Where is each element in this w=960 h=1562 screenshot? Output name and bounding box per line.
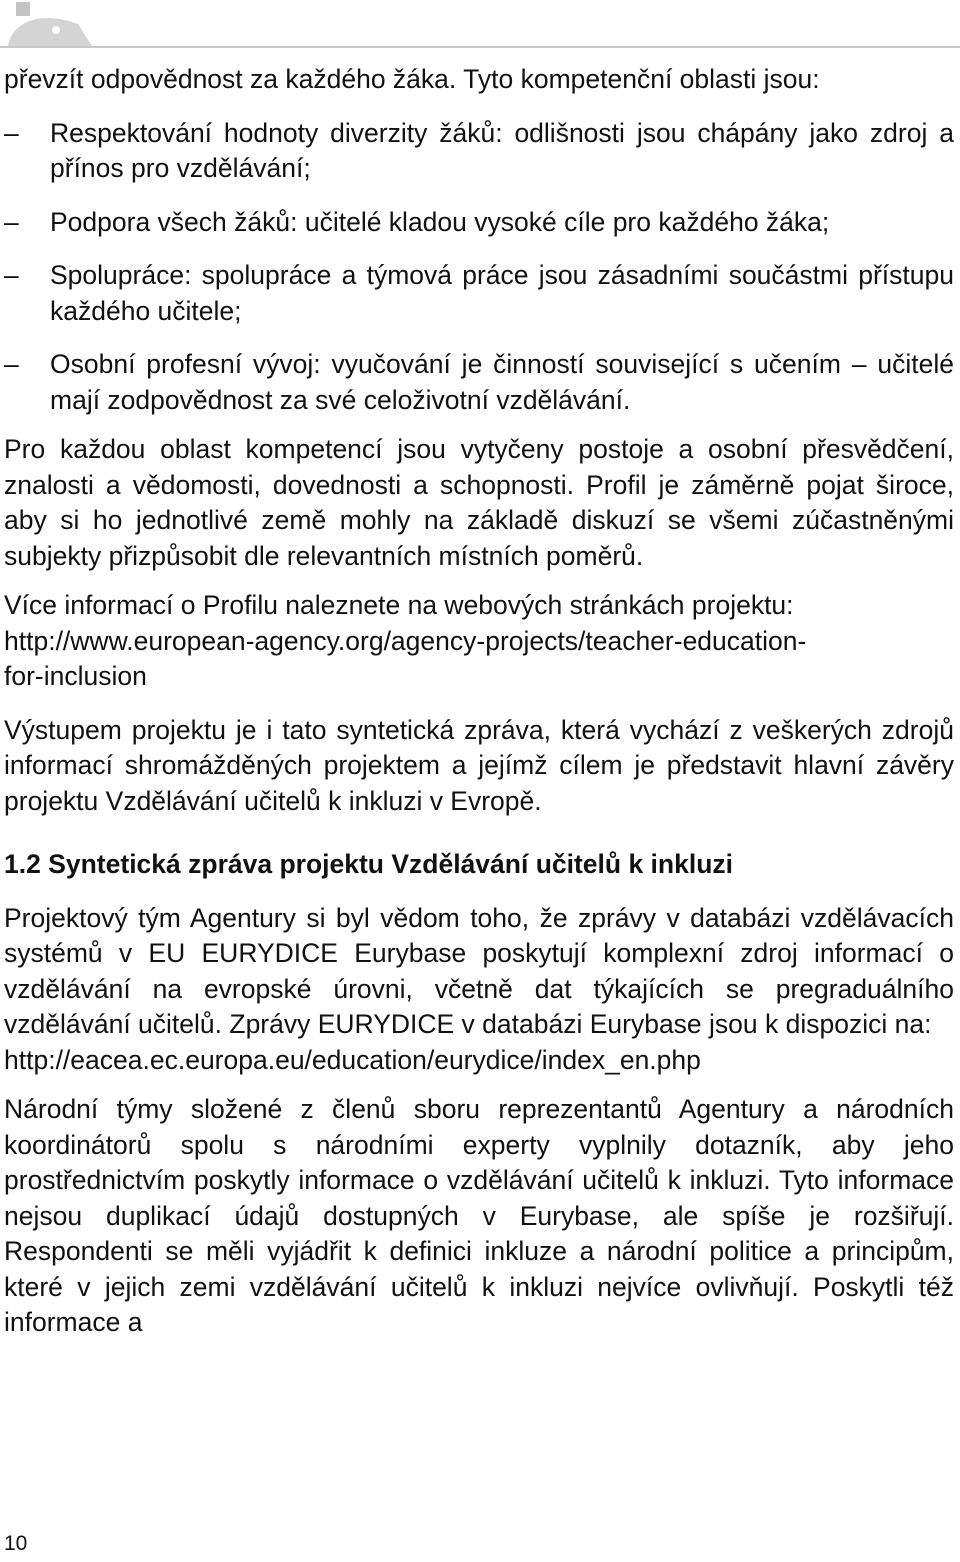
profile-url-line[interactable]: for-inclusion: [4, 661, 147, 691]
dash-bullet: –: [4, 117, 19, 148]
profile-url[interactable]: [4, 624, 954, 695]
dash-bullet: –: [4, 206, 19, 237]
list-item-text: Spolupráce: spolupráce a týmová práce jsou zásadními součástmi přístupu každého učitele;: [50, 260, 954, 326]
list-item: [4, 116, 954, 187]
list-item-text: Podpora všech žáků: učitelé kladou vysoké cíle pro každého žáka;: [50, 206, 830, 237]
section-heading: 1.2 Syntetická zpráva projektu Vzdělávání učitelů k inkluzi: [4, 849, 734, 879]
national-teams-paragraph: Národní týmy složené z členů sboru reprezentantů Agentury a národních koordinátorů spolu s národními experty vyplnily dotazník, aby jeho prostřednictvím poskytly informace o vzdělávání učitelů k inkluzi. Tyto informace nejsou duplikací údajů dostupných v Eurybase, ale spíše je rozšiřují. Respondenti se měli vyjádřit k definici inkluze a národní politice a principům, které v jejich zemi vzdělávání učitelů k inkluzi nejvíce ovlivňují. Poskytli též informace a: [4, 1094, 954, 1337]
header-divider: [0, 46, 960, 48]
list-item-text: Osobní profesní vývoj: vyučování je činností související s učením – učitelé mají zodpovědnost za své celoživotní vzdělávání.: [50, 349, 954, 415]
eurydice-paragraph: Projektový tým Agentury si byl vědom toho, že zprávy v databázi vzdělávacích systémů v EU EURYDICE Eurybase poskytují komplexní zdroj informací o vzdělávání na evropské úrovni, včetně dat týkajících se pregraduálního vzdělávání učitelů. Zprávy EURYDICE v databázi Eurybase jsou k dispozici na:: [4, 902, 954, 1039]
agency-logo-icon: [0, 0, 120, 48]
list-item: [4, 205, 954, 241]
profile-info-text: Více informací o Profilu naleznete na webových stránkách projektu:: [4, 590, 794, 620]
list-item: [4, 258, 954, 329]
page-header: [0, 0, 960, 48]
intro-paragraph: převzít odpovědnost za každého žáka. Tyto kompetenční oblasti jsou:: [4, 64, 820, 94]
list-item: [4, 347, 954, 418]
profile-info-paragraph: [4, 588, 954, 624]
profile-url-line[interactable]: http://www.european-agency.org/agency-projects/teacher-education-: [4, 625, 807, 656]
dash-bullet: –: [4, 260, 19, 290]
list-item-text: Respektování hodnoty diverzity žáků: odlišnosti jsou chápány jako zdroj a přínos pro vzdělávání;: [50, 117, 954, 183]
competence-paragraph: Pro každou oblast kompetencí jsou vytyčeny postoje a osobní přesvědčení, znalosti a vědomosti, dovednosti a schopnosti. Profil je záměrně pojat široce, aby si ho jednotlivé země mohly na základě diskuzí se všemi zúčastněnými subjekty přizpůsobit dle relevantních místních poměrů.: [4, 434, 954, 571]
dash-bullet: –: [4, 349, 19, 379]
document-body: [4, 62, 954, 1355]
eurydice-url[interactable]: http://eacea.ec.europa.eu/education/eurydice/index_en.php: [4, 1044, 701, 1075]
competence-list: [4, 116, 954, 419]
page-number: 10: [4, 1532, 28, 1555]
synthesis-paragraph: Výstupem projektu je i tato syntetická zpráva, která vychází z veškerých zdrojů informací shromážděných projektem a jejímž cílem je představit hlavní závěry projektu Vzdělávání učitelů k inkluzi v Evropě.: [4, 714, 954, 816]
